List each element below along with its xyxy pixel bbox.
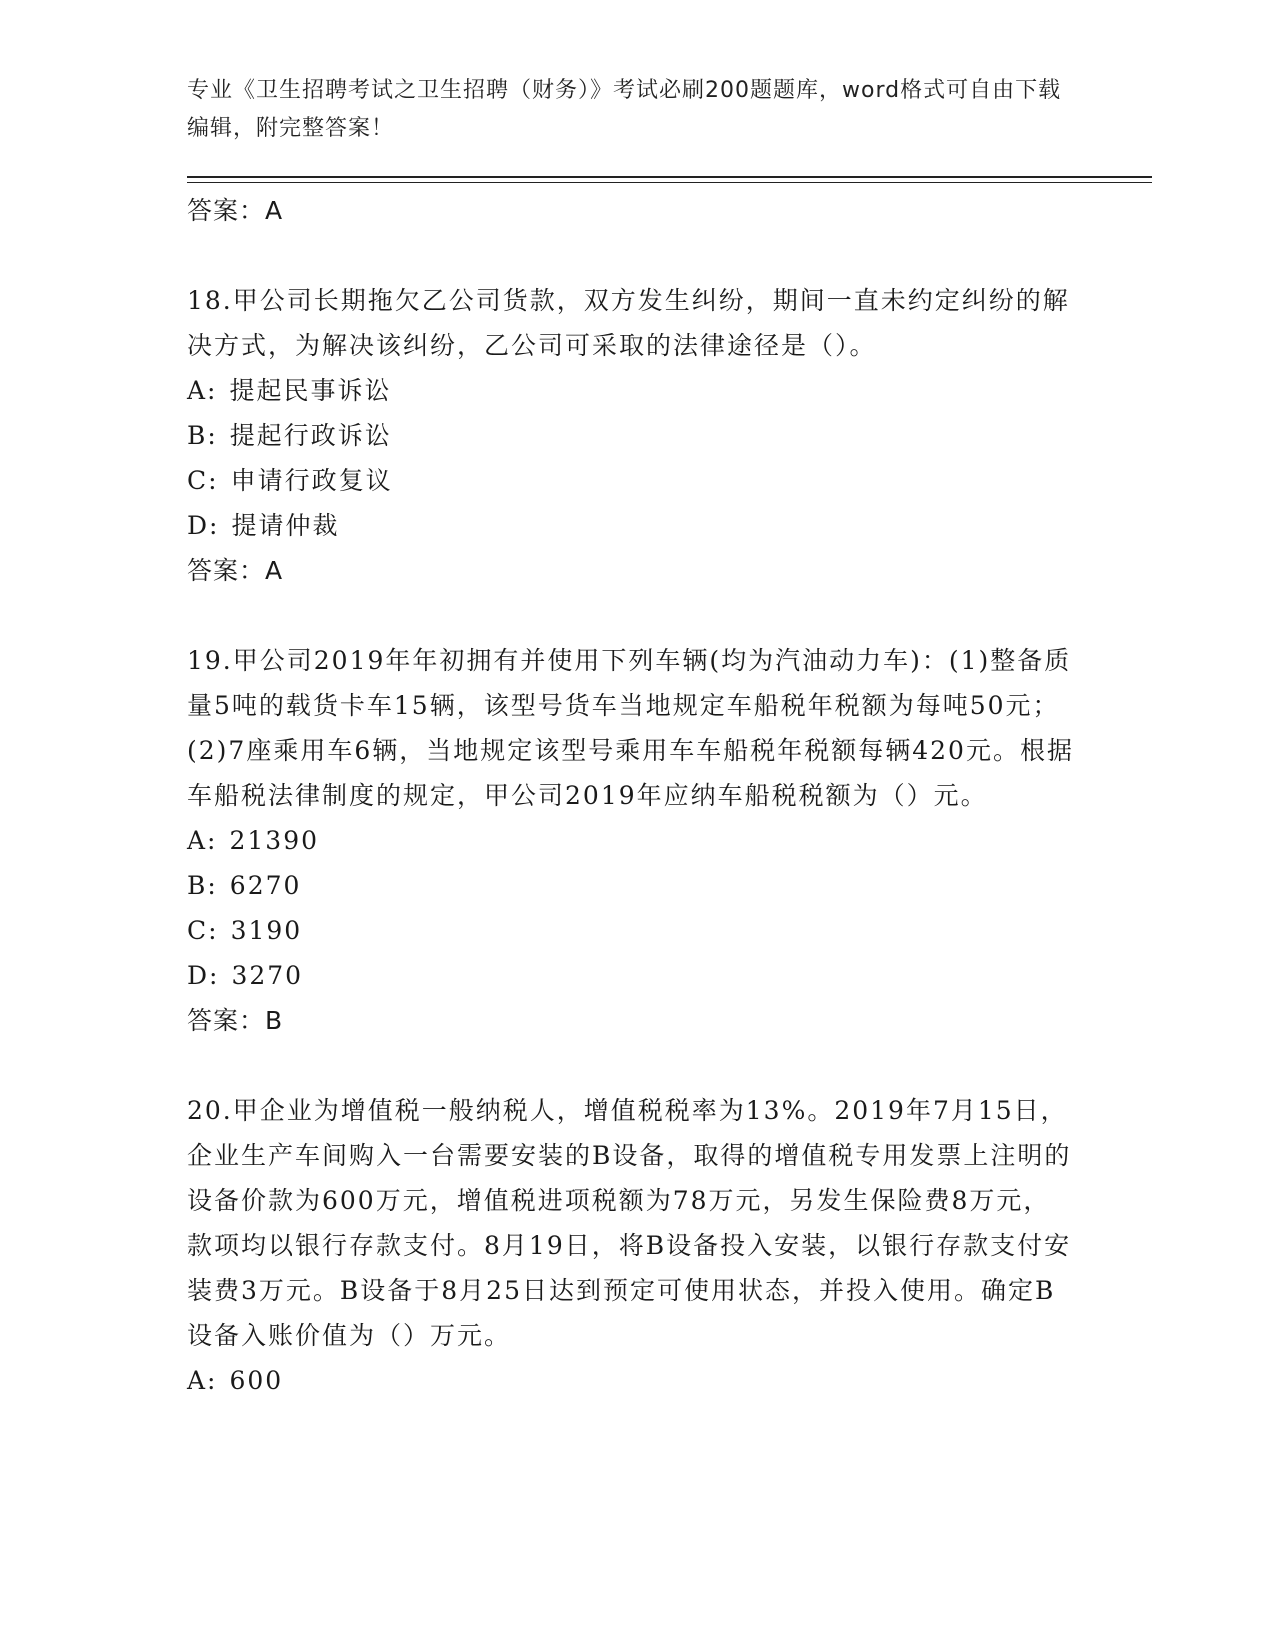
option-key: A: (187, 1366, 218, 1395)
spacer (187, 233, 1077, 278)
option-text: 3190 (230, 916, 303, 945)
option-a (187, 368, 1077, 413)
option-text: 提请仲裁 (231, 511, 340, 540)
option-text: 6270 (229, 871, 302, 900)
header-rule-thin (187, 182, 1152, 183)
option-key: C: (187, 466, 219, 495)
option-d (187, 953, 1077, 998)
question-text: 18.甲公司长期拖欠乙公司货款，双方发生纠纷，期间一直未约定纠纷的解决方式，为解决该纠纷，乙公司可采取的法律途径是（）。 (187, 286, 1070, 360)
answer-line: 答案：B (187, 1006, 284, 1035)
option-text: 21390 (229, 826, 320, 855)
question-18 (187, 278, 1077, 593)
option-d (187, 503, 1077, 548)
option-text: 600 (229, 1366, 284, 1395)
option-key: D: (187, 511, 220, 540)
option-key: C: (187, 916, 219, 945)
question-text: 19.甲公司2019年年初拥有并使用下列车辆(均为汽油动力车)：(1)整备质量5吨的载货卡车15辆，该型号货车当地规定车船税年税额为每吨50元；(2)7座乘用车6辆，当地规定该型号乘用车车船税年税额每辆420元。根据车船税法律制度的规定，甲公司2019年应纳车船税税额为（）元。 (187, 646, 1074, 810)
option-b (187, 413, 1077, 458)
option-b (187, 863, 1077, 908)
answer-line: 答案：A (187, 196, 284, 225)
answer-line: 答案：A (187, 556, 284, 585)
option-key: B: (187, 421, 218, 450)
document-content (187, 188, 1077, 1403)
option-text: 3270 (231, 961, 304, 990)
option-text: 申请行政复议 (230, 466, 393, 495)
option-text: 提起民事诉讼 (229, 376, 392, 405)
option-key: A: (187, 376, 218, 405)
question-text: 20.甲企业为增值税一般纳税人，增值税税率为13%。2019年7月15日，企业生产车间购入一台需要安装的B设备，取得的增值税专用发票上注明的设备价款为600万元，增值税进项税额为78万元，另发生保险费8万元，款项均以银行存款支付。8月19日，将B设备投入安装，以银行存款支付安装费3万元。B设备于8月25日达到预定可使用状态，并投入使用。确定B设备入账价值为（）万元。 (187, 1096, 1072, 1350)
page-header: 专业《卫生招聘考试之卫生招聘（财务）》考试必刷200题题库，word格式可自由下载编辑，附完整答案！ (187, 78, 1062, 141)
header-rule-thick (187, 176, 1152, 178)
option-c (187, 458, 1077, 503)
spacer (187, 593, 1077, 638)
option-key: A: (187, 826, 218, 855)
spacer (187, 1043, 1077, 1088)
option-key: D: (187, 961, 220, 990)
option-text: 提起行政诉讼 (229, 421, 392, 450)
option-a (187, 818, 1077, 863)
question-20 (187, 1088, 1077, 1403)
question-19 (187, 638, 1077, 1043)
option-c (187, 908, 1077, 953)
option-a (187, 1358, 1077, 1403)
option-key: B: (187, 871, 218, 900)
